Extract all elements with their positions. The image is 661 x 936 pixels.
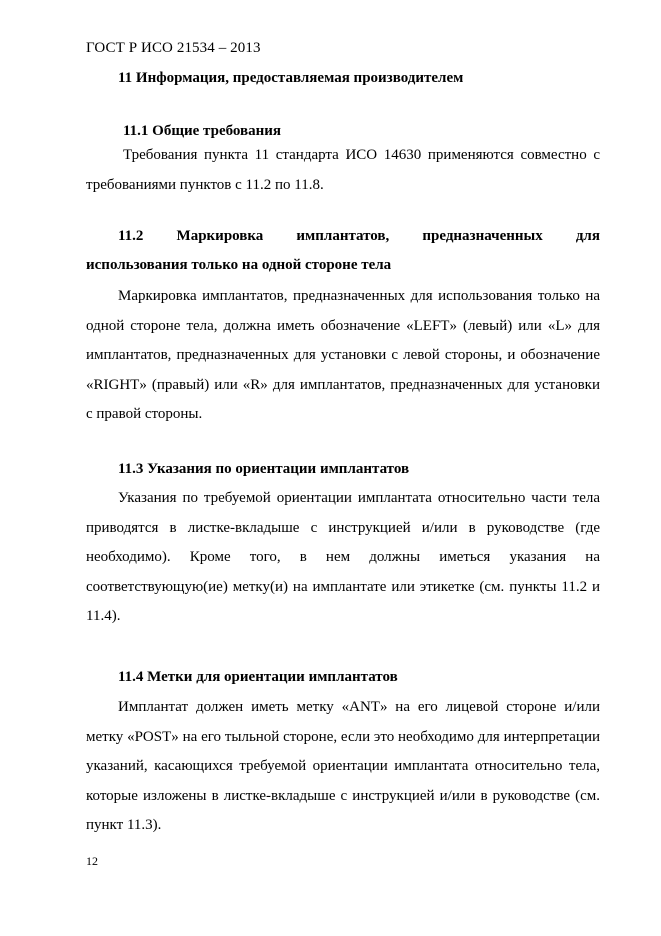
section-11-3-heading: 11.3 Указания по ориентации имплантатов	[118, 461, 410, 477]
section-11-2-number: 11.2	[118, 228, 144, 244]
section-11-3-paragraph: Указания по требуемой ориентации имплантата относительно части тела приводятся в листке-вкладыше с инструкцией и/или в руководстве (где необходимо). Кроме того, в нем должны иметься указания на соответствующую(ие) метку(и) на имплантате или этикетке (см. пункты 11.2 и 11.4).	[86, 490, 600, 625]
document-standard-header: ГОСТ Р ИСО 21534 – 2013	[86, 40, 261, 56]
section-11-2-title-word: имплантатов,	[296, 228, 390, 244]
section-11-4-heading: 11.4 Метки для ориентации имплантатов	[118, 669, 398, 685]
page-number: 12	[86, 854, 98, 868]
section-11-heading: 11 Информация, предоставляемая производителем	[118, 70, 464, 86]
section-11-2-title-word: для	[575, 228, 600, 244]
section-11-2-title-word: предназначенных	[422, 228, 543, 244]
section-11-2-paragraph: Маркировка имплантатов, предназначенных для использования только на одной стороне тела, должна иметь обозначение «LEFT» (левый) или «L» для имплантатов, предназначенных для установки с левой стороны, и обозначение «RIGHT» (правый) или «R» для имплантатов, предназначенных для установки с правой стороны.	[86, 288, 600, 423]
section-11-1-paragraph: Требования пункта 11 стандарта ИСО 14630 применяются совместно с требованиями пунктов с 11.2 по 11.8.	[86, 147, 600, 193]
section-11-2-heading	[118, 227, 600, 245]
section-11-4-paragraph: Имплантат должен иметь метку «ANT» на его лицевой стороне и/или метку «POST» на его тыльной стороне, если это необходимо для интерпретации указаний, касающихся требуемой ориентации имплантата относительно тела, которые изложены в листке-вкладыше с инструкцией и/или в руководстве (см. пункт 11.3).	[86, 699, 600, 834]
section-11-2-title-word: Маркировка	[176, 228, 264, 244]
section-11-1-heading: 11.1 Общие требования	[123, 123, 282, 139]
section-11-2-heading-continuation: использования только на одной стороне тела	[86, 257, 392, 273]
